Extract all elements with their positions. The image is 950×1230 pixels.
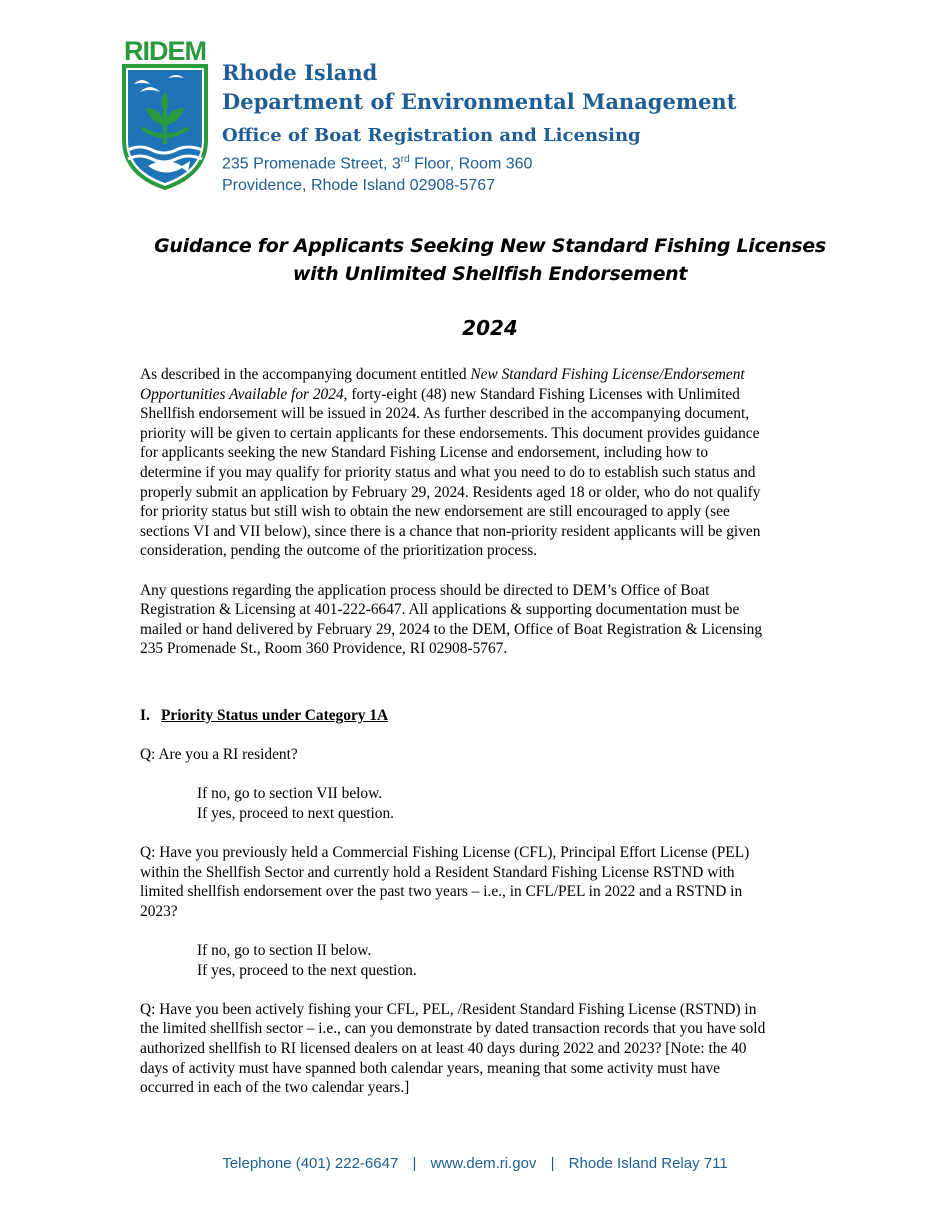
agency-name: Department of Environmental Management bbox=[222, 89, 737, 114]
logo-wordmark: RIDEM bbox=[124, 36, 206, 66]
footer-relay: Rhode Island Relay 711 bbox=[568, 1155, 728, 1172]
ridem-shield-icon bbox=[120, 62, 210, 190]
question-1-answers: If no, go to section VII below. If yes, proceed to next question. bbox=[197, 785, 395, 822]
intro-paragraph: As described in the accompanying document entitled New Standard Fishing License/Endorsement Opportunities Available for 2024, forty-eight (48) new Standard Fishing Licenses with Unlimited Shellfish endorsement will be issued in 2024. As further described in the accompanying document, priority will be given to certain applicants for these endorsements. This document provides guidance for applicants seeking the new Standard Fishing License and endorsement, including how to determine if you may qualify for priority status and what you need to do to establish such status and properly submit an application by February 29, 2024. Residents aged 18 or older, who do not qualify for priority status but still wish to obtain the new endorsement are still encouraged to apply (see sections VI and VII below), since there is a chance that non-priority resident applicants will be given consideration, pending the outcome of the prioritization process. bbox=[140, 366, 761, 560]
address-line-2: Providence, Rhode Island 02908-5767 bbox=[222, 177, 496, 195]
title-line-1: Guidance for Applicants Seeking New Standard Fishing Licenses bbox=[154, 235, 826, 257]
question-2-answers: If no, go to section II below. If yes, proceed to the next question. bbox=[197, 942, 417, 979]
letterhead-text bbox=[222, 58, 902, 197]
section-number: I. bbox=[140, 706, 150, 724]
address-line-1: 235 Promenade Street, 3rd Floor, Room 360 bbox=[222, 154, 533, 173]
office-name: Office of Boat Registration and Licensing bbox=[222, 125, 641, 146]
page-footer bbox=[0, 1155, 950, 1172]
referenced-document-title: New Standard Fishing License/Endorsement bbox=[470, 366, 745, 383]
question-1: Q: Are you a RI resident? bbox=[140, 746, 298, 764]
document-title bbox=[130, 232, 850, 288]
footer-telephone: Telephone (401) 222-6647 bbox=[222, 1155, 399, 1172]
section-title: Priority Status under Category 1A bbox=[161, 706, 389, 724]
agency-state: Rhode Island bbox=[222, 60, 378, 85]
footer-separator: | bbox=[550, 1155, 555, 1172]
section-heading bbox=[140, 706, 840, 726]
document-year: 2024 bbox=[462, 316, 518, 340]
footer-website-link[interactable]: www.dem.ri.gov bbox=[430, 1155, 537, 1172]
footer-separator: | bbox=[412, 1155, 417, 1172]
question-3: Q: Have you been actively fishing your CFL, PEL, /Resident Standard Fishing License (RSTND) in the limited shellfish sector – i.e., can you demonstrate by dated transaction records that you have sold authorized shellfish to RI licensed dealers on at least 40 days during 2022 and 2023? [Note: the 40 days of activity must have spanned both calendar years, meaning that some activity must have occurred in each of the two calendar years.] bbox=[140, 1000, 766, 1097]
letterhead bbox=[118, 38, 898, 198]
ridem-logo bbox=[118, 38, 212, 192]
question-2: Q: Have you previously held a Commercial Fishing License (CFL), Principal Effort License (PEL) within the Shellfish Sector and currently hold a Resident Standard Fishing License RSTND with limited shellfish endorsement over the past two years – i.e., in CFL/PEL in 2022 and a RSTND in 2023? bbox=[140, 844, 750, 920]
title-line-2: with Unlimited Shellfish Endorsement bbox=[292, 263, 688, 285]
contact-paragraph: Any questions regarding the application process should be directed to DEM’s Office of Boat Registration & Licensing at 401-222-6647. All applications & supporting documentation must be mailed or hand delivered by February 29, 2024 to the DEM, Office of Boat Registration & Licensing 235 Promenade St., Room 360 Providence, RI 02908-5767. bbox=[140, 581, 763, 658]
document-body bbox=[140, 365, 840, 1117]
